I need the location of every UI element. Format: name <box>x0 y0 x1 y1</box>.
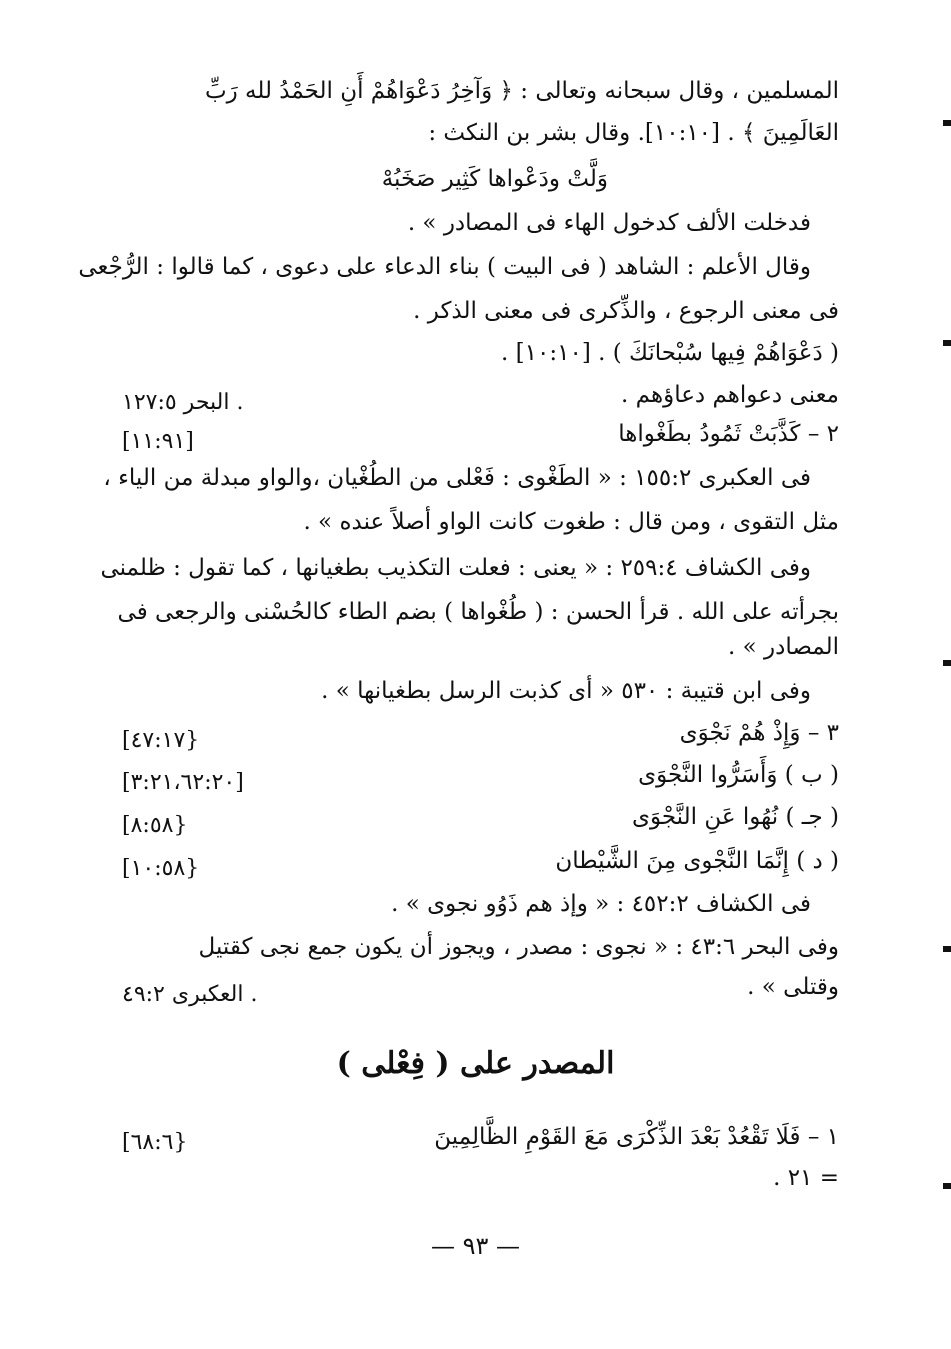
section-heading: المصدر على ( فِعْلى ) <box>336 1046 615 1081</box>
reference-6-68: [٦٨:٦} <box>122 1130 188 1155</box>
text-line-10: فى العكبرى ١٥٥:٢ : « الطَغْوى : فَعْلى من الطُغْيان ،والواو مبدلة من الياء ، <box>103 465 811 491</box>
scan-edge-mark <box>943 1183 951 1189</box>
text-line-21: وفى البحر ٤٣:٦ : « نجوى : مصدر ، ويجوز أن يكون جمع نجى كقتيل <box>198 934 839 960</box>
text-line-4: فدخلت الألف كدخول الهاء فى المصادر » . <box>407 210 811 236</box>
continuation-line: = ٢١ . <box>773 1165 839 1191</box>
reference-91-11: [١١:٩١] <box>122 429 194 454</box>
reference-58-8: [٨:٥٨} <box>122 813 188 838</box>
entry-3-verse: ٣ – وَإِذْ هُمْ نَجْوَى <box>679 720 839 746</box>
reference-bahr: البحر ١٢٧:٥ . <box>122 390 244 415</box>
text-line-6: فى معنى الرجوع ، والذِّكرى فى معنى الذكر . <box>413 298 839 324</box>
scan-edge-mark <box>943 340 951 346</box>
poetry-verse: وَلَّتْ ودَعْواها كَثِير صَخَبُهْ <box>381 166 608 192</box>
text-line-1: المسلمين ، وقال سبحانه وتعالى : ﴿ وَآخِرُ دَعْوَاهُمْ أَنِ الحَمْدُ لله رَبِّ <box>204 78 839 104</box>
text-line-7: ( دَعْوَاهُمْ فِيها سُبْحانَكَ ) . [١٠:١٠] . <box>501 340 839 366</box>
text-line-13: بجرأته على الله . قرأ الحسن : ( طُغْواها ) بضم الطاء كالحُسْنى والرجعى فى <box>117 599 839 625</box>
text-line-15: وفى ابن قتيبة : ٥٣٠ « أى كذبت الرسل بطغيانها » . <box>321 678 811 704</box>
text-line-5: وقال الأعلم : الشاهد ( فى البيت ) بناء الدعاء على دعوى ، كما قالوا : الرُّجْعى <box>78 254 811 280</box>
page-number: — ٩٣ — <box>430 1232 521 1260</box>
text-line-2: العَالَمِينَ ﴾ . [١٠:١٠]. وقال بشر بن النكث : <box>428 120 839 146</box>
entry-3b-verse: ( ب ) وَأَسَرُّوا النَّجْوَى <box>638 762 839 788</box>
text-line-8: معنى دعواهم دعاؤهم . <box>621 382 839 408</box>
reference-20-62: [٣:٢١،٦٢:٢٠] <box>122 770 244 795</box>
entry-3d-verse: ( د ) إِنَّمَا النَّجْوى مِنَ الشَّيْطان <box>555 848 839 874</box>
text-line-11: مثل التقوى ، ومن قال : طغوت كانت الواو أصلاً عنده » . <box>303 509 839 535</box>
scan-edge-mark <box>943 946 951 952</box>
entry-2-verse: ٢ – كَذَّبَتْ ثَمُودُ بطَغْواها <box>618 421 839 447</box>
text-line-12: وفى الكشاف ٢٥٩:٤ : « يعنى : فعلت التكذيب بطغيانها ، كما تقول : ظلمنى <box>100 555 811 581</box>
scan-edge-mark <box>943 120 951 126</box>
text-line-20: فى الكشاف ٤٥٢:٢ : « وإذ هم ذَوُو نجوى » . <box>391 891 811 917</box>
reference-58-10: [١٠:٥٨} <box>122 856 200 881</box>
text-line-14: المصادر » . <box>727 634 839 660</box>
text-line-22: وقتلى » . <box>747 974 839 1000</box>
entry-1-verse: ١ – فَلَا تَقْعُدْ بَعْدَ الذِّكْرَى مَعَ القَوْمِ الظَّالِمِينَ <box>434 1124 839 1150</box>
reference-17-47: [٤٧:١٧} <box>122 728 200 753</box>
scan-edge-mark <box>943 660 951 666</box>
entry-3c-verse: ( جـ ) نُهُوا عَنِ النَّجْوَى <box>631 804 839 830</box>
reference-ukbari: العكبرى ٤٩:٢ . <box>122 982 258 1007</box>
